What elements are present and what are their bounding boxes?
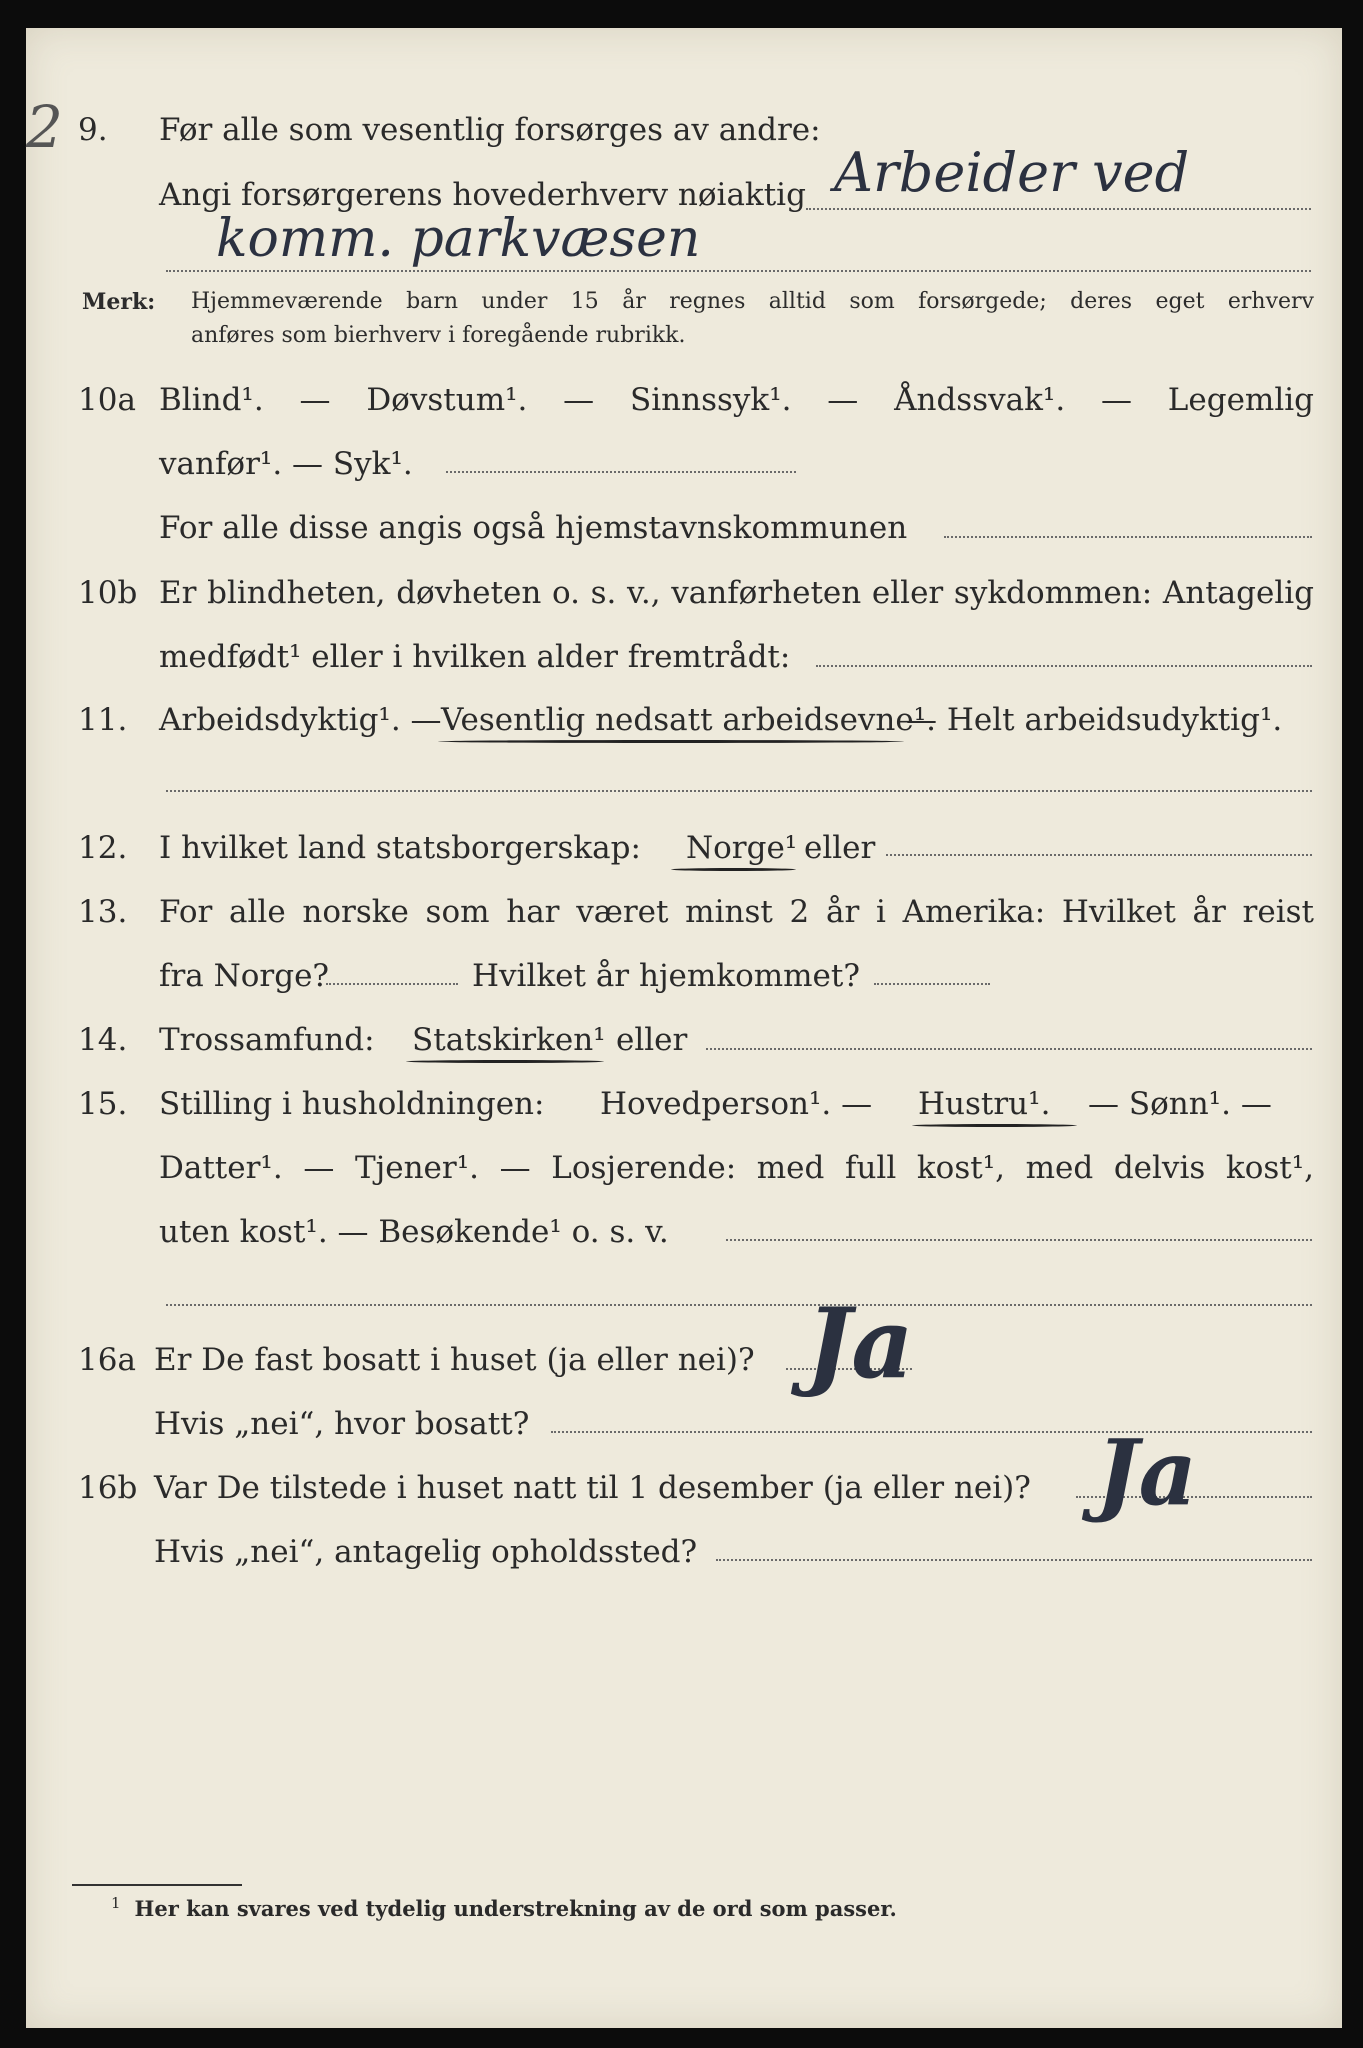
q14-eller-line [706,1048,1312,1050]
q10a-line1 [26,368,1342,432]
q16a-text-2: Hvis „nei“, hvor bosatt? [154,1406,530,1442]
q12-eller-line [886,854,1312,856]
q16a-text-1: Er De fast bosatt i huset (ja eller nei)? [154,1342,755,1378]
q11-number: 11. [78,702,128,738]
q11-underline [438,740,904,743]
q9-text-2: Angi forsørgerens hovederhverv nøiaktig [159,177,806,213]
census-form-page [26,28,1342,2028]
q13-line1 [26,880,1342,944]
q10b-alder-line [816,665,1312,667]
q13-hjemkommet-line [874,983,990,985]
q16b-answer: Ja [1096,1420,1197,1526]
merk-text-2: anføres som bierhverv i foregående rubrikk. [191,323,686,348]
q9-answer-line-1 [806,208,1311,210]
q15-part2: Hovedperson¹. — [600,1086,873,1122]
q16b-number: 16b [78,1470,138,1506]
q9-number: 9. [78,112,108,148]
q15-line2 [26,1136,1342,1200]
q10a-kommune-line [944,536,1312,538]
q11-part3: — Helt arbeidsudyktig¹. [906,702,1283,738]
q13-number: 13. [78,894,128,930]
q10b-line1 [26,561,1342,625]
q14-part2: Statskirken¹ [412,1022,606,1058]
q15-part3: Hustru¹. [918,1086,1051,1122]
merk-line2 [26,318,1342,354]
q12-part1: I hvilket land statsborgerskap: [159,830,641,866]
q10a-text-2: vanfør¹. — Syk¹. [159,446,413,482]
q12-part3: eller [804,830,876,866]
q10b-number: 10b [78,575,138,611]
q14-underline [406,1060,604,1063]
q15-part1: Stilling i husholdningen: [159,1086,545,1122]
q10a-syk-line [446,471,796,473]
q13-reist-line [326,983,458,985]
q13-part2: Hvilket år hjemkommet? [472,958,860,994]
q11-part1: Arbeidsdyktig¹. — [159,702,442,738]
q12-number: 12. [78,830,128,866]
merk-text-1: Hjemmeværende barn under 15 år regnes alltid som forsørgede; deres eget erhverv [191,289,1314,314]
q14-number: 14. [78,1022,128,1058]
q9-text-1: Før alle som vesentlig forsørges av andre: [159,112,821,148]
q12-part2: Norge¹ [686,830,798,866]
q10a-text-3: For alle disse angis også hjemstavnskommunen [159,510,908,546]
q12-underline [671,868,796,871]
q16b-text-2: Hvis „nei“, antagelig opholdssted? [154,1534,698,1570]
q16a-bosatt-line [551,1431,1312,1433]
merk-line1 [26,284,1342,320]
q15-part4: — Sønn¹. — [1088,1086,1272,1122]
q15-text-3: uten kost¹. — Besøkende¹ o. s. v. [159,1214,669,1250]
footnote-marker: 1 [111,1894,121,1912]
q16a-line1 [26,1328,1342,1392]
q15-text-2: Datter¹. — Tjener¹. — Losjerende: med full kost¹, med delvis kost¹, [159,1150,1314,1186]
footnote-text: Her kan svares ved tydelig understrekning av de ord som passer. [134,1896,897,1921]
q13-text-1: For alle norske som har været minst 2 år i Amerika: Hvilket år reist [159,894,1314,930]
q9-answer-2: komm. parkvæsen [216,209,701,269]
q9-answer-1: Arbeider ved [834,141,1190,204]
q10b-text-1: Er blindheten, døvheten o. s. v., vanførheten eller sykdommen: Antagelig [159,575,1314,611]
q14-part1: Trossamfund: [159,1022,375,1058]
q13-line2 [26,944,1342,1008]
q10a-line3 [26,496,1342,560]
q9-answer-line-2 [166,270,1311,272]
q15-line1 [26,1072,1342,1136]
q15-line3 [26,1200,1342,1264]
q10b-text-2: medfødt¹ eller i hvilken alder fremtrådt: [159,639,791,675]
q14-line [26,1008,1342,1072]
q10a-text-1: Blind¹. — Døvstum¹. — Sinnssyk¹. — Åndssvak¹. — Legemlig [159,382,1314,418]
q16a-answer: Ja [806,1287,914,1400]
q14-part3: eller [616,1022,688,1058]
merk-label: Merk: [82,289,156,315]
q16b-line2 [26,1520,1342,1584]
q15-besokende-line [726,1239,1312,1241]
q11-part2: Vesentlig nedsatt arbeidsevne¹. [441,702,937,738]
q10a-line2 [26,432,1342,496]
q10a-number: 10a [78,382,136,418]
q11-blank-line [166,790,1312,792]
q15-underline [912,1124,1077,1127]
footnote-rule [72,1884,242,1886]
q16b-text-1: Var De tilstede i huset natt til 1 desember (ja eller nei)? [154,1470,1031,1506]
q16b-opholdssted-line [716,1559,1312,1561]
q15-blank-line [166,1304,1312,1306]
q15-number: 15. [78,1086,128,1122]
q16a-number: 16a [78,1342,136,1378]
q10b-line2 [26,625,1342,689]
footnote [111,1894,897,1921]
q13-part1: fra Norge? [159,958,330,994]
margin-mark: 2 [26,93,63,161]
